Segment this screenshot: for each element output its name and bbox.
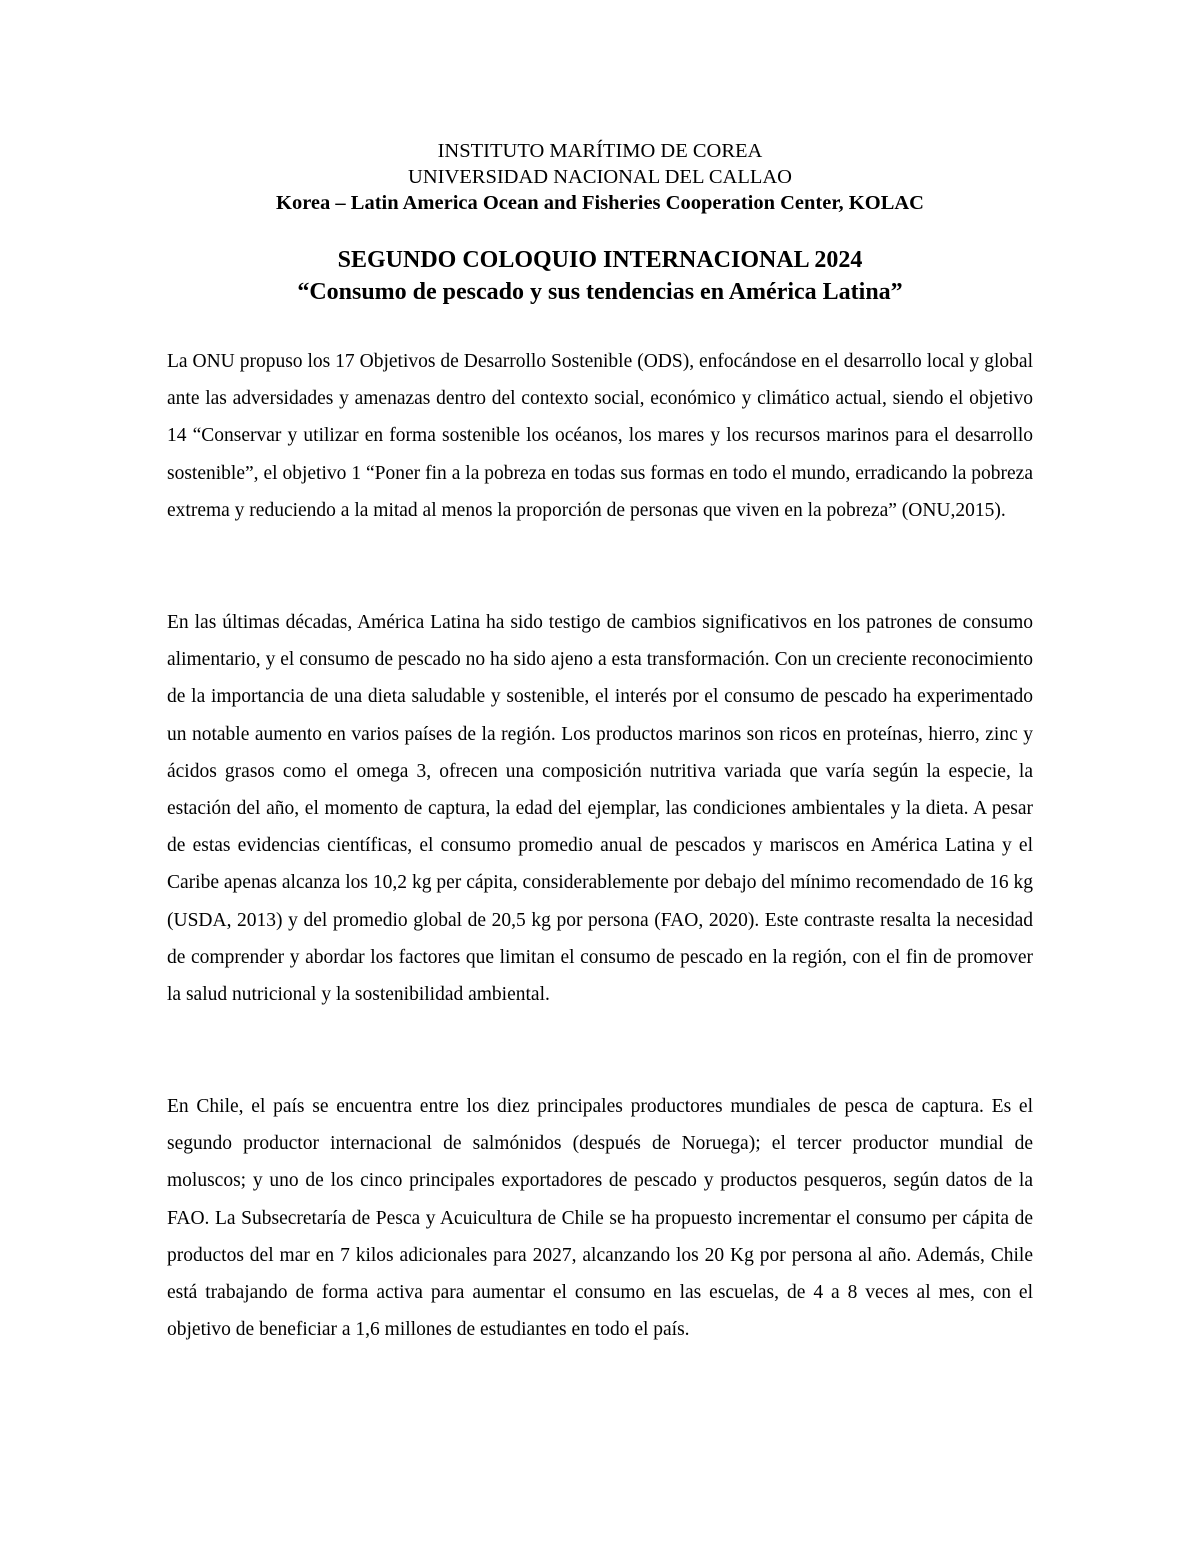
institution-name-3: Korea – Latin America Ocean and Fisheries Cooperation Center, KOLAC (276, 192, 924, 214)
institution-name-1: INSTITUTO MARÍTIMO DE COREA (437, 140, 763, 162)
event-title: SEGUNDO COLOQUIO INTERNACIONAL 2024 (337, 247, 863, 273)
body-paragraph-3: En Chile, el país se encuentra entre los diez principales productores mundiales de pesca de captura. Es el segundo productor internacional de salmónidos (después de Noruega); el tercer productor mundial de moluscos; y uno de los cinco principales exportadores de pescado y productos pesqueros, según datos de la FAO. La Subsecretaría de Pesca y Acuicultura de Chile se ha propuesto incrementar el consumo per cápita de productos del mar en 7 kilos adicionales para 2027, alcanzando los 20 Kg por persona al año. Además, Chile está trabajando de forma activa para aumentar el consumo en las escuelas, de 4 a 8 veces al mes, con el objetivo de beneficiar a 1,6 millones de estudiantes en todo el país. (167, 1096, 1033, 1341)
body-paragraph-1: La ONU propuso los 17 Objetivos de Desarrollo Sostenible (ODS), enfocándose en el desarrollo local y global ante las adversidades y amenazas dentro del contexto social, económico y climático actual, siendo el objetivo 14 “Conservar y utilizar en forma sostenible los océanos, los mares y los recursos marinos para el desarrollo sostenible”, el objetivo 1 “Poner fin a la pobreza en todas sus formas en todo el mundo, erradicando la pobreza extrema y reduciendo a la mitad al menos la proporción de personas que viven en la pobreza” (ONU,2015). (167, 351, 1033, 521)
institution-name-2: UNIVERSIDAD NACIONAL DEL CALLAO (408, 166, 792, 188)
event-subtitle: “Consumo de pescado y sus tendencias en América Latina” (297, 279, 903, 305)
body-paragraph-2: En las últimas décadas, América Latina ha sido testigo de cambios significativos en los patrones de consumo alimentario, y el consumo de pescado no ha sido ajeno a esta transformación. Con un creciente reconocimiento de la importancia de una dieta saludable y sostenible, el interés por el consumo de pescado ha experimentado un notable aumento en varios países de la región. Los productos marinos son ricos en proteínas, hierro, zinc y ácidos grasos como el omega 3, ofrecen una composición nutritiva variada que varía según la especie, la estación del año, el momento de captura, la edad del ejemplar, las condiciones ambientales y la dieta. A pesar de estas evidencias científicas, el consumo promedio anual de pescados y mariscos en América Latina y el Caribe apenas alcanza los 10,2 kg per cápita, considerablemente por debajo del mínimo recomendado de 16 kg (USDA, 2013) y del promedio global de 20,5 kg por persona (FAO, 2020). Este contraste resalta la necesidad de comprender y abordar los factores que limitan el consumo de pescado en la región, con el fin de promover la salud nutricional y la sostenibilidad ambiental. (167, 612, 1033, 1006)
institution-header (0, 138, 1200, 216)
document-title (0, 244, 1200, 308)
